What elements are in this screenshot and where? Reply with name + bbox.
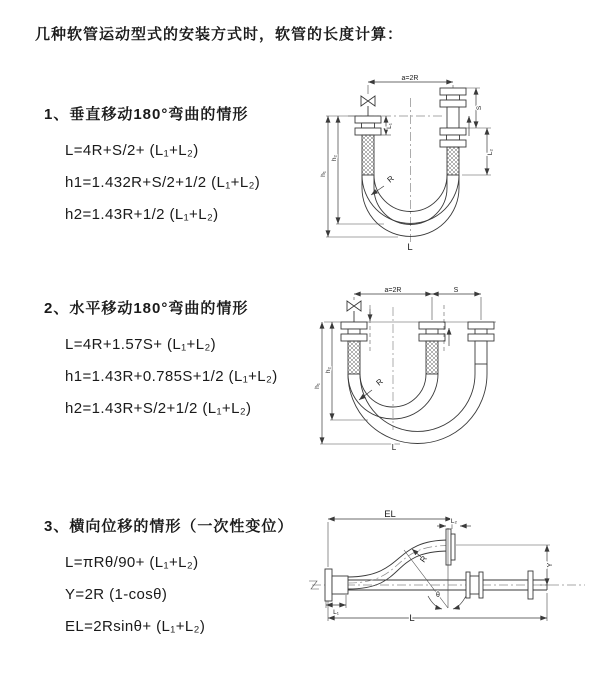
dim-label-r: R <box>385 173 396 185</box>
dim-label-r: R <box>418 554 429 565</box>
dim-label-l2: L₂ <box>487 148 494 156</box>
formula-line: L=4R+S/2+ (L₁+L₂) <box>65 142 199 159</box>
dim-label-l2: L₂ <box>450 518 458 525</box>
upper-flange <box>446 529 451 565</box>
dim-label-a2r: a=2R <box>384 287 402 294</box>
left-hose-fitting <box>341 322 367 374</box>
formula-line: L=4R+1.57S+ (L₁+L₂) <box>65 336 217 353</box>
section-vertical-movement <box>44 103 260 231</box>
angle-construction <box>404 528 466 609</box>
dim-label-r: R <box>374 376 385 388</box>
formula-line: L=πRθ/90+ (L₁+L₂) <box>65 554 199 571</box>
upper-flange-plate <box>451 534 455 560</box>
dim-label-a2r: a=2R <box>401 75 419 82</box>
dim-label-s: S <box>453 287 459 294</box>
right-hose-fitting <box>440 88 466 175</box>
left-hose-fitting <box>355 116 381 175</box>
left-flange <box>325 569 348 601</box>
braided-section <box>348 341 360 374</box>
diagram-horizontal-180-bend <box>310 282 565 454</box>
section-horizontal-movement <box>44 297 278 425</box>
dim-label-s: S <box>476 105 483 111</box>
dim-l2 <box>462 128 494 175</box>
braided-section <box>447 147 459 175</box>
dim-label-l: L <box>407 242 413 253</box>
formula-line: EL=2Rsinθ+ (L₁+L₂) <box>65 618 206 635</box>
formula-line: h1=1.43R+0.785S+1/2 (L₁+L₂) <box>65 368 278 385</box>
braided-section <box>362 135 374 175</box>
section-1-heading: 1、垂直移动180°弯曲的情形 <box>44 106 249 123</box>
dim-label-theta: θ <box>436 592 440 599</box>
valve-icon <box>361 96 375 116</box>
section-2-heading: 2、水平移动180°弯曲的情形 <box>44 300 249 317</box>
dim-label-el: EL <box>384 509 396 520</box>
radius-callout <box>412 549 429 564</box>
dim-el <box>328 509 452 567</box>
middle-hose-fitting <box>419 322 445 374</box>
dim-label-h1: h₁ <box>320 171 327 177</box>
dim-label-l1: L₁ <box>386 123 393 129</box>
valve-icon <box>347 301 361 322</box>
dim-label-y: Y <box>547 562 554 568</box>
page-title: 几种软管运动型式的安装方式时，软管的长度计算： <box>35 26 404 43</box>
formula-line: Y=2R (1-cosθ) <box>65 586 168 603</box>
dim-s <box>432 287 481 294</box>
formula-line: h2=1.43R+S/2+1/2 (L₁+L₂) <box>65 400 252 417</box>
dim-label-l: L <box>409 613 415 624</box>
hose-bend-curves <box>348 364 487 444</box>
dim-l1 <box>381 116 393 135</box>
diagram-vertical-180-bend <box>312 70 547 256</box>
dim-label-h2: h₂ <box>331 154 338 162</box>
braided-section <box>426 341 438 374</box>
dim-label-l1: L₁ <box>333 609 339 616</box>
dim-label-h2: h₂ <box>325 366 332 374</box>
section-3-heading: 3、横向位移的情形（一次性变位） <box>44 518 294 535</box>
formula-line: h1=1.432R+S/2+1/2 (L₁+L₂) <box>65 174 261 191</box>
section-lateral-displacement <box>44 515 293 643</box>
right-hose-fitting <box>468 322 494 364</box>
dim-label-h1: h₁ <box>314 383 321 389</box>
dim-label-l: L <box>391 443 397 452</box>
diagram-lateral-displacement <box>300 505 592 650</box>
dim-a2r <box>354 287 481 320</box>
formula-line: h2=1.43R+1/2 (L₁+L₂) <box>65 206 219 223</box>
